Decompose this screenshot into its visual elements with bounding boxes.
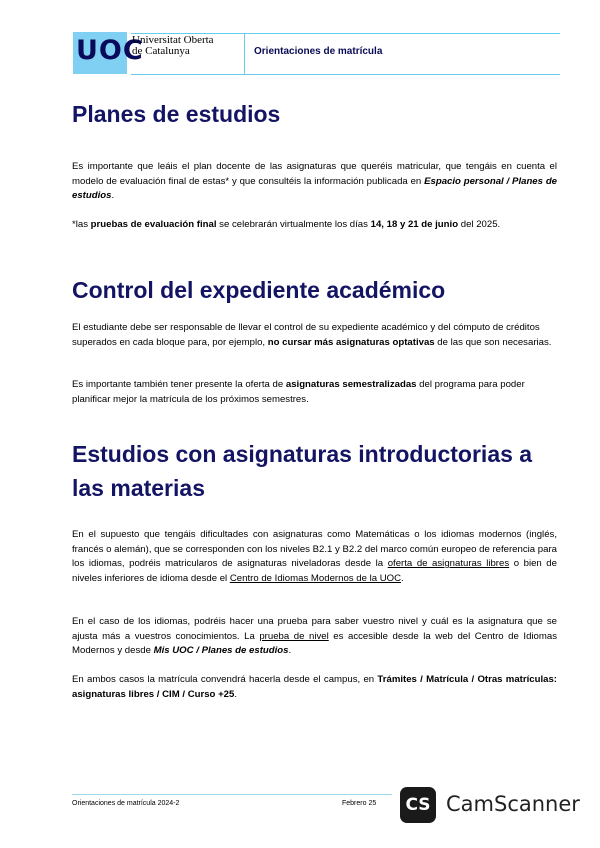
footer-doc-name: Orientaciones de matrícula 2024-2 xyxy=(72,800,180,807)
intro-p3-c: . xyxy=(234,688,238,700)
heading-intro: Estudios con asignaturas introductorias a las materias xyxy=(72,441,533,501)
link-prueba-nivel[interactable]: prueba de nivel xyxy=(259,630,329,642)
intro-p3-path: Trámites / Matrícula / Otras matrículas: asignaturas libres / CIM / Curso +25 xyxy=(72,674,557,700)
intro-p2-c: . xyxy=(288,645,292,656)
university-line1: Universitat Oberta xyxy=(132,34,214,46)
paragraph-control-2 xyxy=(72,378,557,407)
planes-p2-c: se celebrarán virtualmente los días xyxy=(216,219,371,230)
footer-date: Febrero 25 xyxy=(342,800,377,807)
paragraph-planes-2 xyxy=(72,218,557,233)
planes-p2-b: pruebas de evaluación final xyxy=(90,219,217,230)
paragraph-intro-1 xyxy=(72,528,557,586)
paragraph-intro-2 xyxy=(72,615,557,659)
university-name xyxy=(132,35,214,57)
header-bottom-line-right xyxy=(244,74,560,75)
intro-p3-a: En ambos casos la matrícula convendrá hacerla desde el campus, en xyxy=(72,674,378,685)
control-p2-c: del programa para poder planificar mejor la matrícula de los próximos semestres. xyxy=(72,379,525,405)
camscanner-watermark: CamScanner xyxy=(446,792,580,816)
intro-p1-b: o bien de niveles inferiores de idioma desde el xyxy=(72,558,557,584)
paragraph-intro-3 xyxy=(72,673,557,702)
paragraph-control-1 xyxy=(72,321,557,350)
footer-divider xyxy=(72,794,392,795)
planes-p1-end: . xyxy=(111,190,115,201)
control-p1-a: El estudiante debe ser responsable de llevar el control de su expediente académico y del cómputo de créditos superados en cada bloque para, por ejemplo, xyxy=(72,322,540,348)
header-divider xyxy=(244,33,245,74)
intro-p1-a: En el supuesto que tengáis dificultades con asignaturas como Matemáticas o los idiomas modernos (inglés, francés o alemán), que se corresponden con los niveles B2.1 y B2.2 del marco común europeo de referencia para los idiomas, podréis matricularos de asignaturas niveladoras desde la xyxy=(72,529,557,569)
planes-p2-dates: 14, 18 y 21 de junio xyxy=(370,219,459,230)
intro-p1-c: . xyxy=(401,572,404,584)
document-title: Orientaciones de matrícula xyxy=(254,46,383,57)
control-p1-b: no cursar más asignaturas optativas xyxy=(267,336,435,348)
uoc-logo xyxy=(73,32,144,74)
planes-p2-e: del 2025. xyxy=(458,219,501,230)
planes-p1-path: Espacio personal / Planes de estudios xyxy=(72,175,558,201)
header-top-line-left xyxy=(131,33,244,34)
header-top-line-right xyxy=(244,33,560,34)
control-p2-b: asignaturas semestralizadas xyxy=(285,379,417,390)
heading-planes: Planes de estudios xyxy=(72,101,281,127)
control-p1-c: de las que son necesarias. xyxy=(434,336,552,348)
intro-p2-b: es accesible desde la web del Centro de Idiomas Modernos y desde xyxy=(72,630,557,656)
link-oferta-libres[interactable]: oferta de asignaturas libres xyxy=(387,558,510,569)
intro-p2-path: Mis UOC / Planes de estudios xyxy=(153,645,289,656)
camscanner-logo-icon: CS xyxy=(400,787,436,823)
link-centro-idiomas[interactable]: Centro de Idiomas Modernos de la UOC xyxy=(229,572,402,584)
control-p2-a: Es importante también tener presente la oferta de xyxy=(72,379,286,390)
planes-p2-a: *las xyxy=(72,219,91,230)
planes-p1-text: Es importante que leáis el plan docente de las asignaturas que queréis matricular, que tengáis en cuenta el modelo de evaluación final de estas* y que consultéis la información publicada en xyxy=(72,161,557,187)
intro-p2-a: En el caso de los idiomas, podréis hacer una prueba para saber vuestro nivel y cuál es la asignatura que se ajusta más a vuestros conocimientos. La xyxy=(72,616,557,642)
paragraph-planes-1 xyxy=(72,160,557,204)
header-bottom-line-left xyxy=(131,74,244,75)
uoc-logo-text: UOC xyxy=(76,35,144,66)
university-line2: de Catalunya xyxy=(132,45,190,57)
heading-control: Control del expediente académico xyxy=(72,277,446,303)
